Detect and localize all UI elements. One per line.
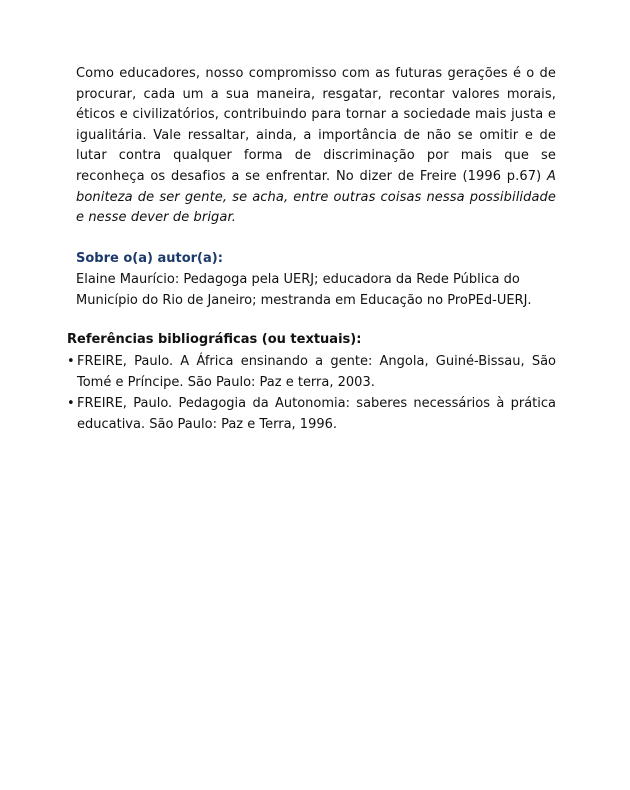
freire-quote: A boniteza de ser gente, se acha, entre outras coisas nessa possibilidade e nesse dever de brigar.	[76, 168, 556, 226]
references-list	[67, 351, 556, 435]
bullet-icon: •	[67, 354, 75, 369]
reference-text: FREIRE, Paulo. Pedagogia da Autonomia: saberes necessários à prática educativa. São Paulo: Paz e Terra, 1996.	[77, 396, 556, 432]
body-paragraph	[76, 64, 556, 229]
body-paragraph-text: Como educadores, nosso compromisso com as futuras gerações é o de procurar, cada um a sua maneira, resgatar, recontar valores morais, éticos e civilizatórios, contribuindo para tornar a sociedade mais justa e igualitária. Vale ressaltar, ainda, a importância de não se omitir e de lutar contra qualquer forma de discriminação por mais que se reconheça os desafios a se enfrentar. No dizer de Freire (1996 p.67)	[76, 66, 556, 184]
reference-text: FREIRE, Paulo. A África ensinando a gente: Angola, Guiné-Bissau, São Tomé e Príncipe. São Paulo: Paz e terra, 2003.	[77, 354, 556, 390]
author-bio: Elaine Maurício: Pedagoga pela UERJ; educadora da Rede Pública do Município do Rio de Janeiro; mestranda em Educação no ProPEd-UERJ.	[76, 272, 532, 308]
reference-item	[67, 351, 556, 393]
author-heading: Sobre o(a) autor(a):	[76, 251, 223, 266]
references-heading: Referências bibliográficas (ou textuais):	[67, 332, 362, 347]
bullet-icon: •	[67, 396, 75, 411]
reference-item	[67, 393, 556, 435]
